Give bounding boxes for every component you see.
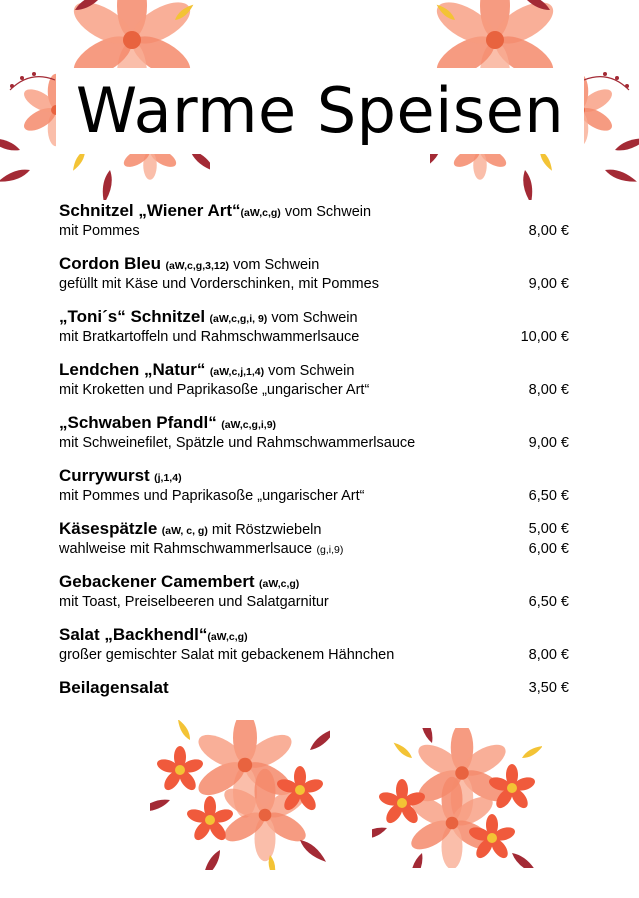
dish-suffix: mit Röstzwiebeln	[207, 522, 322, 538]
dish-price: 6,50 €	[528, 594, 569, 610]
menu-item	[59, 413, 569, 453]
menu-item	[59, 307, 569, 347]
dish-name: „Schwaben Pfandl“	[59, 413, 217, 432]
dish-name: Schnitzel „Wiener Art“	[59, 201, 241, 220]
menu-item	[59, 572, 569, 612]
menu-item	[59, 466, 569, 506]
dish-price: 9,00 €	[528, 276, 569, 292]
dish-description: mit Toast, Preiselbeeren und Salatgarnitur	[59, 594, 329, 610]
allergen-codes: (g,i,9)	[316, 544, 344, 556]
allergen-codes: (j,1,4)	[154, 472, 182, 484]
dish-description: gefüllt mit Käse und Vorderschinken, mit Pommes	[59, 276, 379, 292]
allergen-codes: (aW,c,g)	[259, 578, 300, 590]
dish-price: 9,00 €	[528, 435, 569, 451]
dish-description: mit Schweinefilet, Spätzle und Rahmschwammerlsauce	[59, 435, 416, 451]
dish-name: Currywurst	[59, 466, 150, 485]
dish-price: 8,00 €	[528, 382, 569, 398]
dish-description: mit Bratkartoffeln und Rahmschwammerlsauce	[59, 329, 360, 345]
allergen-codes: (aW,c,g,i, 9)	[209, 313, 268, 325]
menu-item	[59, 678, 569, 698]
dish-description: großer gemischter Salat mit gebackenem Hähnchen	[59, 647, 395, 663]
menu-item	[59, 254, 569, 294]
bottom-left-floral-decoration	[150, 720, 330, 870]
dish-description: mit Pommes und Paprikasoße „ungarischer Art“	[59, 488, 365, 504]
menu-item	[59, 625, 569, 665]
dish-description: mit Pommes	[59, 223, 140, 239]
dish-price-first: 5,00 €	[528, 521, 569, 537]
bottom-right-floral-decoration	[372, 728, 542, 868]
menu-item	[59, 201, 569, 241]
dish-suffix: vom Schwein	[267, 310, 358, 326]
dish-name: Beilagensalat	[59, 678, 169, 697]
menu-item	[59, 360, 569, 400]
menu-item	[59, 519, 569, 559]
allergen-codes: (aW, c, g)	[161, 525, 208, 537]
allergen-codes: (aW,c,g,3,12)	[165, 260, 230, 272]
dish-name: Cordon Bleu	[59, 254, 161, 273]
dish-price: 6,50 €	[528, 488, 569, 504]
dish-suffix: vom Schwein	[229, 257, 320, 273]
title-banner	[56, 68, 584, 154]
dish-description: mit Kroketten und Paprikasoße „ungarischer Art“	[59, 382, 370, 398]
dish-suffix: vom Schwein	[264, 363, 355, 379]
allergen-codes: (aW,c,g,i,9)	[221, 419, 277, 431]
dish-suffix: vom Schwein	[280, 204, 372, 220]
dish-name: Käsespätzle	[59, 519, 158, 538]
dish-name: Salat „Backhendl“	[59, 625, 208, 644]
menu-list	[59, 201, 569, 711]
allergen-codes: (aW,c,j,1,4)	[209, 366, 265, 378]
dish-name: „Toni´s“ Schnitzel	[59, 307, 206, 326]
dish-price: 8,00 €	[528, 223, 569, 239]
dish-price: 3,50 €	[528, 680, 569, 696]
dish-name: Gebackener Camembert	[59, 572, 255, 591]
dish-price: 6,00 €	[528, 541, 569, 557]
dish-price: 8,00 €	[528, 647, 569, 663]
allergen-codes: (aW,c,g)	[207, 631, 248, 643]
allergen-codes: (aW,c,g)	[240, 207, 281, 219]
dish-name: Lendchen „Natur“	[59, 360, 206, 379]
dish-price: 10,00 €	[520, 329, 569, 345]
page-title: Warme Speisen	[75, 74, 565, 147]
dish-description: wahlweise mit Rahmschwammerlsauce	[59, 541, 313, 557]
